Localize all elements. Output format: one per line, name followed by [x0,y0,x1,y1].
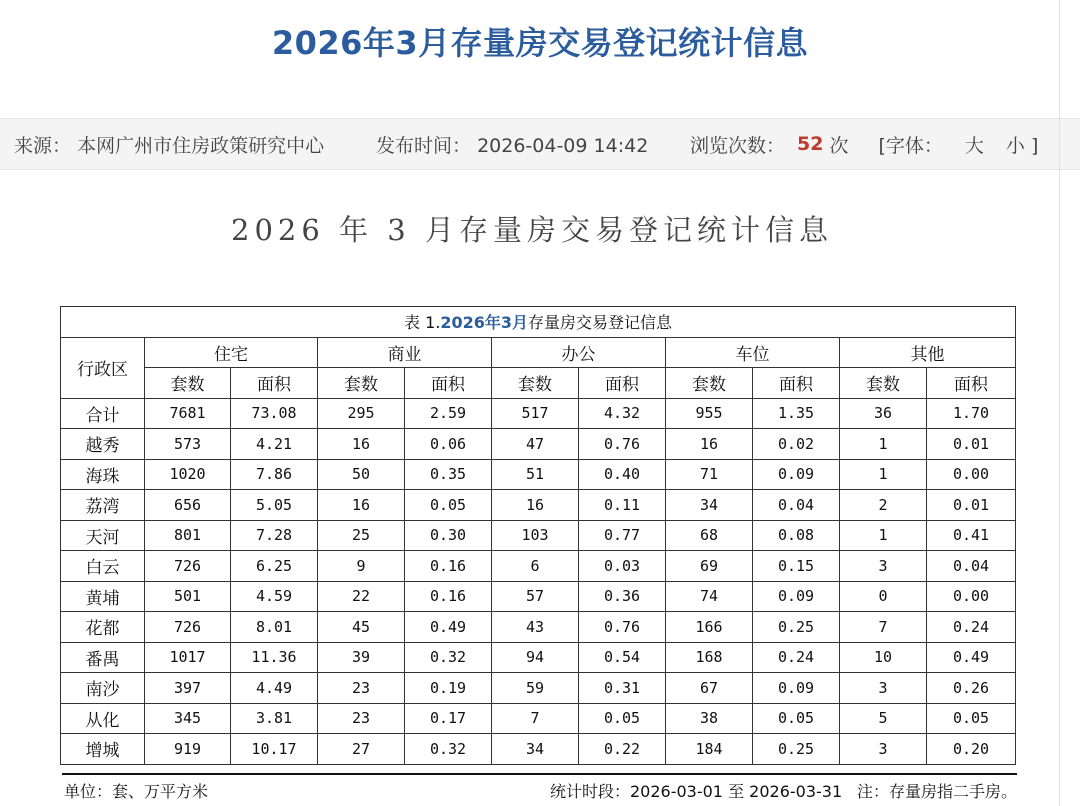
count-cell: 3 [840,551,927,582]
area-cell: 0.22 [579,734,666,765]
area-cell: 0.31 [579,673,666,704]
source-value: 本网广州市住房政策研究中心 [77,134,325,157]
area-cell: 5.05 [231,490,318,521]
district-cell: 白云 [61,551,145,582]
count-cell: 5 [840,703,927,734]
font-large-button[interactable]: 大 [964,134,984,157]
area-cell: 2.59 [405,398,492,429]
meta-source [14,131,376,158]
area-cell: 3.81 [231,703,318,734]
table-row [61,673,1016,704]
area-cell: 0.32 [405,734,492,765]
stats-table [60,306,1016,765]
area-cell: 0.05 [753,703,840,734]
district-cell: 天河 [61,520,145,551]
count-cell: 16 [492,490,579,521]
district-cell: 番禺 [61,642,145,673]
area-cell: 0.04 [753,490,840,521]
footer-period: 统计时段：2026-03-01 至 2026-03-31 [550,782,843,801]
count-cell: 397 [145,673,231,704]
area-cell: 7.28 [231,520,318,551]
subheader-count: 套数 [492,368,579,399]
table-row [61,734,1016,765]
caption-suffix: 存量房交易登记信息 [528,313,673,333]
count-cell: 6 [492,551,579,582]
count-cell: 36 [840,398,927,429]
table-caption [61,307,1016,338]
count-cell: 94 [492,642,579,673]
count-cell: 501 [145,581,231,612]
area-cell: 0.17 [405,703,492,734]
area-cell: 73.08 [231,398,318,429]
header-row-subheaders [61,368,1016,399]
views-unit: 次 [829,134,849,157]
count-cell: 9 [318,551,405,582]
count-cell: 1017 [145,642,231,673]
area-cell: 0.35 [405,459,492,490]
subheader-area: 面积 [231,368,318,399]
table-footer [62,773,1017,805]
count-cell: 1020 [145,459,231,490]
count-cell: 71 [666,459,753,490]
area-cell: 11.36 [231,642,318,673]
area-cell: 0.03 [579,551,666,582]
count-cell: 16 [318,429,405,460]
count-cell: 7 [840,612,927,643]
subheader-area: 面积 [579,368,666,399]
area-cell: 8.01 [231,612,318,643]
district-cell: 增城 [61,734,145,765]
area-cell: 0.01 [927,429,1016,460]
area-cell: 1.35 [753,398,840,429]
caption-highlight: 2026年3月 [440,313,529,333]
area-cell: 0.04 [927,551,1016,582]
count-cell: 168 [666,642,753,673]
count-cell: 919 [145,734,231,765]
table-row [61,581,1016,612]
area-cell: 4.21 [231,429,318,460]
count-cell: 59 [492,673,579,704]
table-row [61,398,1016,429]
area-cell: 0.41 [927,520,1016,551]
count-cell: 345 [145,703,231,734]
district-cell: 荔湾 [61,490,145,521]
table-row [61,520,1016,551]
subheader-area: 面积 [405,368,492,399]
area-cell: 6.25 [231,551,318,582]
stats-table-wrap [60,306,1015,765]
district-cell: 花都 [61,612,145,643]
count-cell: 34 [666,490,753,521]
district-cell: 越秀 [61,429,145,460]
district-cell: 海珠 [61,459,145,490]
count-cell: 517 [492,398,579,429]
count-cell: 2 [840,490,927,521]
category-header-residential: 住宅 [145,337,318,368]
count-cell: 50 [318,459,405,490]
area-cell: 1.70 [927,398,1016,429]
subheader-area: 面积 [753,368,840,399]
time-value: 2026-04-09 14:42 [477,134,649,157]
area-cell: 0.76 [579,612,666,643]
area-cell: 0.00 [927,581,1016,612]
area-cell: 0.06 [405,429,492,460]
district-header: 行政区 [61,337,145,398]
area-cell: 0.09 [753,581,840,612]
district-cell: 合计 [61,398,145,429]
count-cell: 22 [318,581,405,612]
count-cell: 7 [492,703,579,734]
count-cell: 656 [145,490,231,521]
count-cell: 47 [492,429,579,460]
count-cell: 0 [840,581,927,612]
area-cell: 0.11 [579,490,666,521]
header-row-categories [61,337,1016,368]
district-cell: 南沙 [61,673,145,704]
area-cell: 0.32 [405,642,492,673]
area-cell: 4.59 [231,581,318,612]
count-cell: 573 [145,429,231,460]
table-row [61,490,1016,521]
area-cell: 0.54 [579,642,666,673]
views-label: 浏览次数： [690,134,786,157]
meta-time [376,131,690,158]
count-cell: 726 [145,551,231,582]
count-cell: 67 [666,673,753,704]
area-cell: 4.32 [579,398,666,429]
area-cell: 0.24 [927,612,1016,643]
area-cell: 0.25 [753,612,840,643]
count-cell: 27 [318,734,405,765]
area-cell: 0.36 [579,581,666,612]
category-header-commercial: 商业 [318,337,492,368]
subheader-count: 套数 [840,368,927,399]
count-cell: 955 [666,398,753,429]
article-heading: 2026 年 3 月存量房交易登记统计信息 [231,213,833,247]
area-cell: 0.05 [405,490,492,521]
table-row [61,612,1016,643]
area-cell: 0.77 [579,520,666,551]
subheader-area: 面积 [927,368,1016,399]
category-header-office: 办公 [492,337,666,368]
count-cell: 3 [840,673,927,704]
table-row [61,551,1016,582]
count-cell: 45 [318,612,405,643]
count-cell: 184 [666,734,753,765]
count-cell: 74 [666,581,753,612]
caption-prefix: 表 1. [404,313,441,333]
table-row [61,459,1016,490]
district-cell: 从化 [61,703,145,734]
count-cell: 166 [666,612,753,643]
area-cell: 0.76 [579,429,666,460]
area-cell: 0.09 [753,673,840,704]
time-label: 发布时间： [376,134,472,157]
area-cell: 0.30 [405,520,492,551]
count-cell: 34 [492,734,579,765]
page-right-border [1059,0,1060,806]
count-cell: 23 [318,673,405,704]
count-cell: 801 [145,520,231,551]
font-small-button[interactable]: 小 ] [1005,134,1039,157]
count-cell: 69 [666,551,753,582]
area-cell: 0.09 [753,459,840,490]
area-cell: 10.17 [231,734,318,765]
meta-bar [0,118,1080,170]
count-cell: 68 [666,520,753,551]
count-cell: 7681 [145,398,231,429]
count-cell: 726 [145,612,231,643]
count-cell: 16 [666,429,753,460]
area-cell: 0.24 [753,642,840,673]
count-cell: 39 [318,642,405,673]
source-label: 来源： [14,134,72,157]
area-cell: 0.49 [927,642,1016,673]
table-row [61,703,1016,734]
font-size-label: [字体： [878,134,943,157]
category-header-parking: 车位 [666,337,840,368]
area-cell: 0.49 [405,612,492,643]
district-cell: 黄埔 [61,581,145,612]
area-cell: 0.05 [927,703,1016,734]
table-row [61,642,1016,673]
area-cell: 0.08 [753,520,840,551]
area-cell: 0.05 [579,703,666,734]
area-cell: 0.01 [927,490,1016,521]
area-cell: 0.16 [405,581,492,612]
count-cell: 1 [840,520,927,551]
count-cell: 16 [318,490,405,521]
area-cell: 7.86 [231,459,318,490]
count-cell: 295 [318,398,405,429]
area-cell: 0.19 [405,673,492,704]
footer-note: 注：存量房指二手房。 [856,782,1017,801]
count-cell: 38 [666,703,753,734]
area-cell: 0.00 [927,459,1016,490]
subheader-count: 套数 [666,368,753,399]
count-cell: 103 [492,520,579,551]
area-cell: 0.25 [753,734,840,765]
views-count: 52 [797,133,824,155]
area-cell: 4.49 [231,673,318,704]
subheader-count: 套数 [145,368,231,399]
category-header-other: 其他 [840,337,1016,368]
area-cell: 0.26 [927,673,1016,704]
count-cell: 43 [492,612,579,643]
area-cell: 0.20 [927,734,1016,765]
count-cell: 25 [318,520,405,551]
area-cell: 0.40 [579,459,666,490]
table-caption-row [61,307,1016,338]
page-title: 2026年3月存量房交易登记统计信息 [271,24,809,62]
count-cell: 1 [840,459,927,490]
footer-unit: 单位：套、万平方米 [64,782,209,801]
table-row [61,429,1016,460]
count-cell: 57 [492,581,579,612]
area-cell: 0.02 [753,429,840,460]
count-cell: 10 [840,642,927,673]
count-cell: 1 [840,429,927,460]
count-cell: 3 [840,734,927,765]
count-cell: 51 [492,459,579,490]
subheader-count: 套数 [318,368,405,399]
area-cell: 0.16 [405,551,492,582]
area-cell: 0.15 [753,551,840,582]
count-cell: 23 [318,703,405,734]
